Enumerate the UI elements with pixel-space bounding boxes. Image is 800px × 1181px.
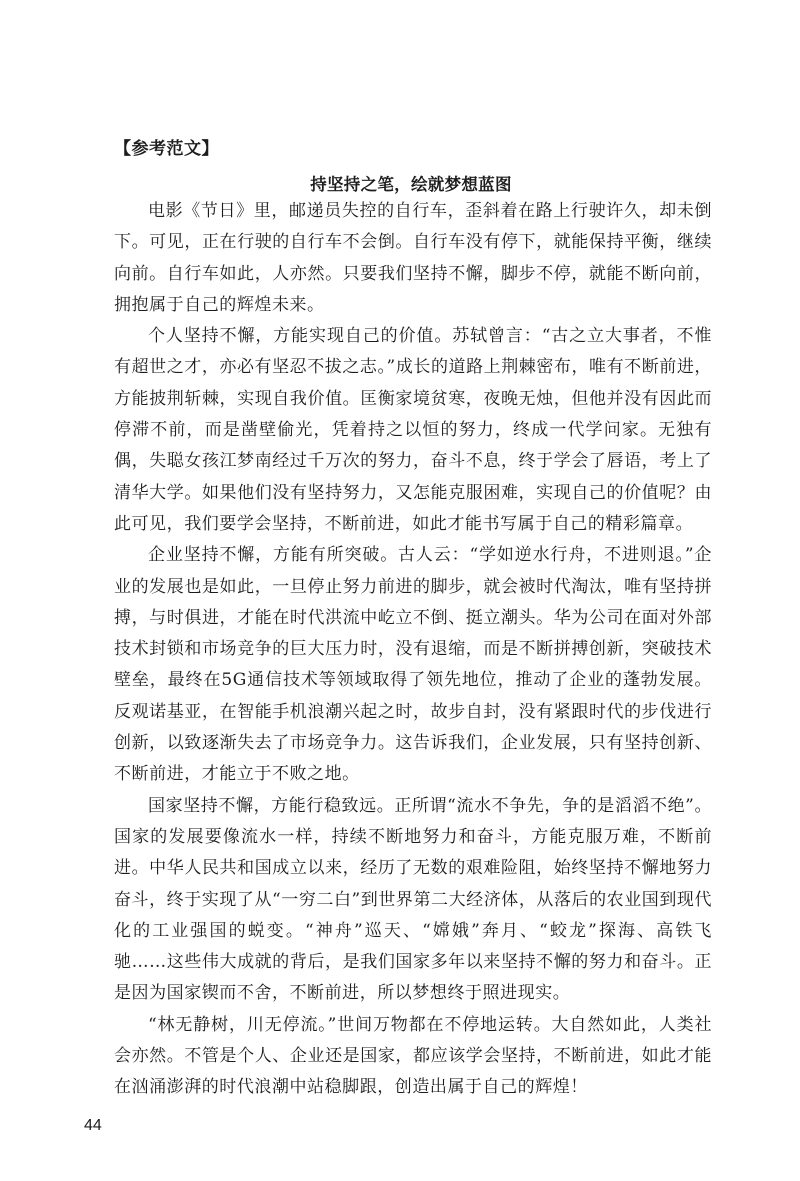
essay-body bbox=[114, 196, 712, 1104]
paragraph-enterprise: 企业坚持不懈，方能有所突破。古人云：“学如逆水行舟，不进则退。”企业的发展也是如此，一旦停止努力前进的脚步，就会被时代淘汰，唯有坚持拼搏，与时俱进，才能在时代洪流中屹立不倒、挺立潮头。华为公司在面对外部技术封锁和市场竞争的巨大压力时，没有退缩，而是不断拼搏创新，突破技术壁垒，最终在5G通信技术等领域取得了领先地位，推动了企业的蓬勃发展。反观诺基亚，在智能手机浪潮兴起之时，故步自封，没有紧跟时代的步伐进行创新，以致逐渐失去了市场竞争力。这告诉我们，企业发展，只有坚持创新、不断前进，才能立于不败之地。 bbox=[114, 545, 712, 785]
section-label: 【参考范文】 bbox=[114, 139, 219, 159]
paragraph-individual: 个人坚持不懈，方能实现自己的价值。苏轼曾言：“古之立大事者，不惟有超世之才，亦必有坚忍不拔之志。”成长的道路上荆棘密布，唯有不断前进，方能披荆斩棘，实现自我价值。匡衡家境贫寒，夜晚无烛，但他并没有因此而停滞不前，而是凿壁偷光，凭着持之以恒的努力，终成一代学问家。无独有偶，失聪女孩江梦南经过千万次的努力，奋斗不息，终于学会了唇语，考上了清华大学。如果他们没有坚持努力，又怎能克服困难，实现自己的价值呢？由此可见，我们要学会坚持，不断前进，如此才能书写属于自己的精彩篇章。 bbox=[114, 326, 712, 534]
essay-title: 持坚持之笔，绘就梦想蓝图 bbox=[310, 175, 512, 194]
page-number: 44 bbox=[84, 1117, 102, 1134]
paragraph-intro: 电影《节日》里，邮递员失控的自行车，歪斜着在路上行驶许久，却未倒下。可见，正在行驶的自行车不会倒。自行车没有停下，就能保持平衡，继续向前。自行车如此，人亦然。只要我们坚持不懈，脚步不停，就能不断向前，拥抱属于自己的辉煌未来。 bbox=[114, 201, 712, 315]
paragraph-nation: 国家坚持不懈，方能行稳致远。正所谓“流水不争先，争的是滔滔不绝”。国家的发展要像流水一样，持续不断地努力和奋斗，方能克服万难，不断前进。中华人民共和国成立以来，经历了无数的艰难险阻，始终坚持不懈地努力奋斗，终于实现了从“一穷二白”到世界第二大经济体，从落后的农业国到现代化的工业强国的蜕变。“神舟”巡天、“嫦娥”奔月、“蛟龙”探海、高铁飞驰……这些伟大成就的背后，是我们国家多年以来坚持不懈的努力和奋斗。正是因为国家锲而不舍，不断前进，所以梦想终于照进现实。 bbox=[114, 795, 712, 1004]
paragraph-conclusion: “林无静树，川无停流。”世间万物都在不停地运转。大自然如此，人类社会亦然。不管是个人、企业还是国家，都应该学会坚持，不断前进，如此才能在汹涌澎湃的时代浪潮中站稳脚跟，创造出属于自己的辉煌！ bbox=[114, 1014, 712, 1098]
